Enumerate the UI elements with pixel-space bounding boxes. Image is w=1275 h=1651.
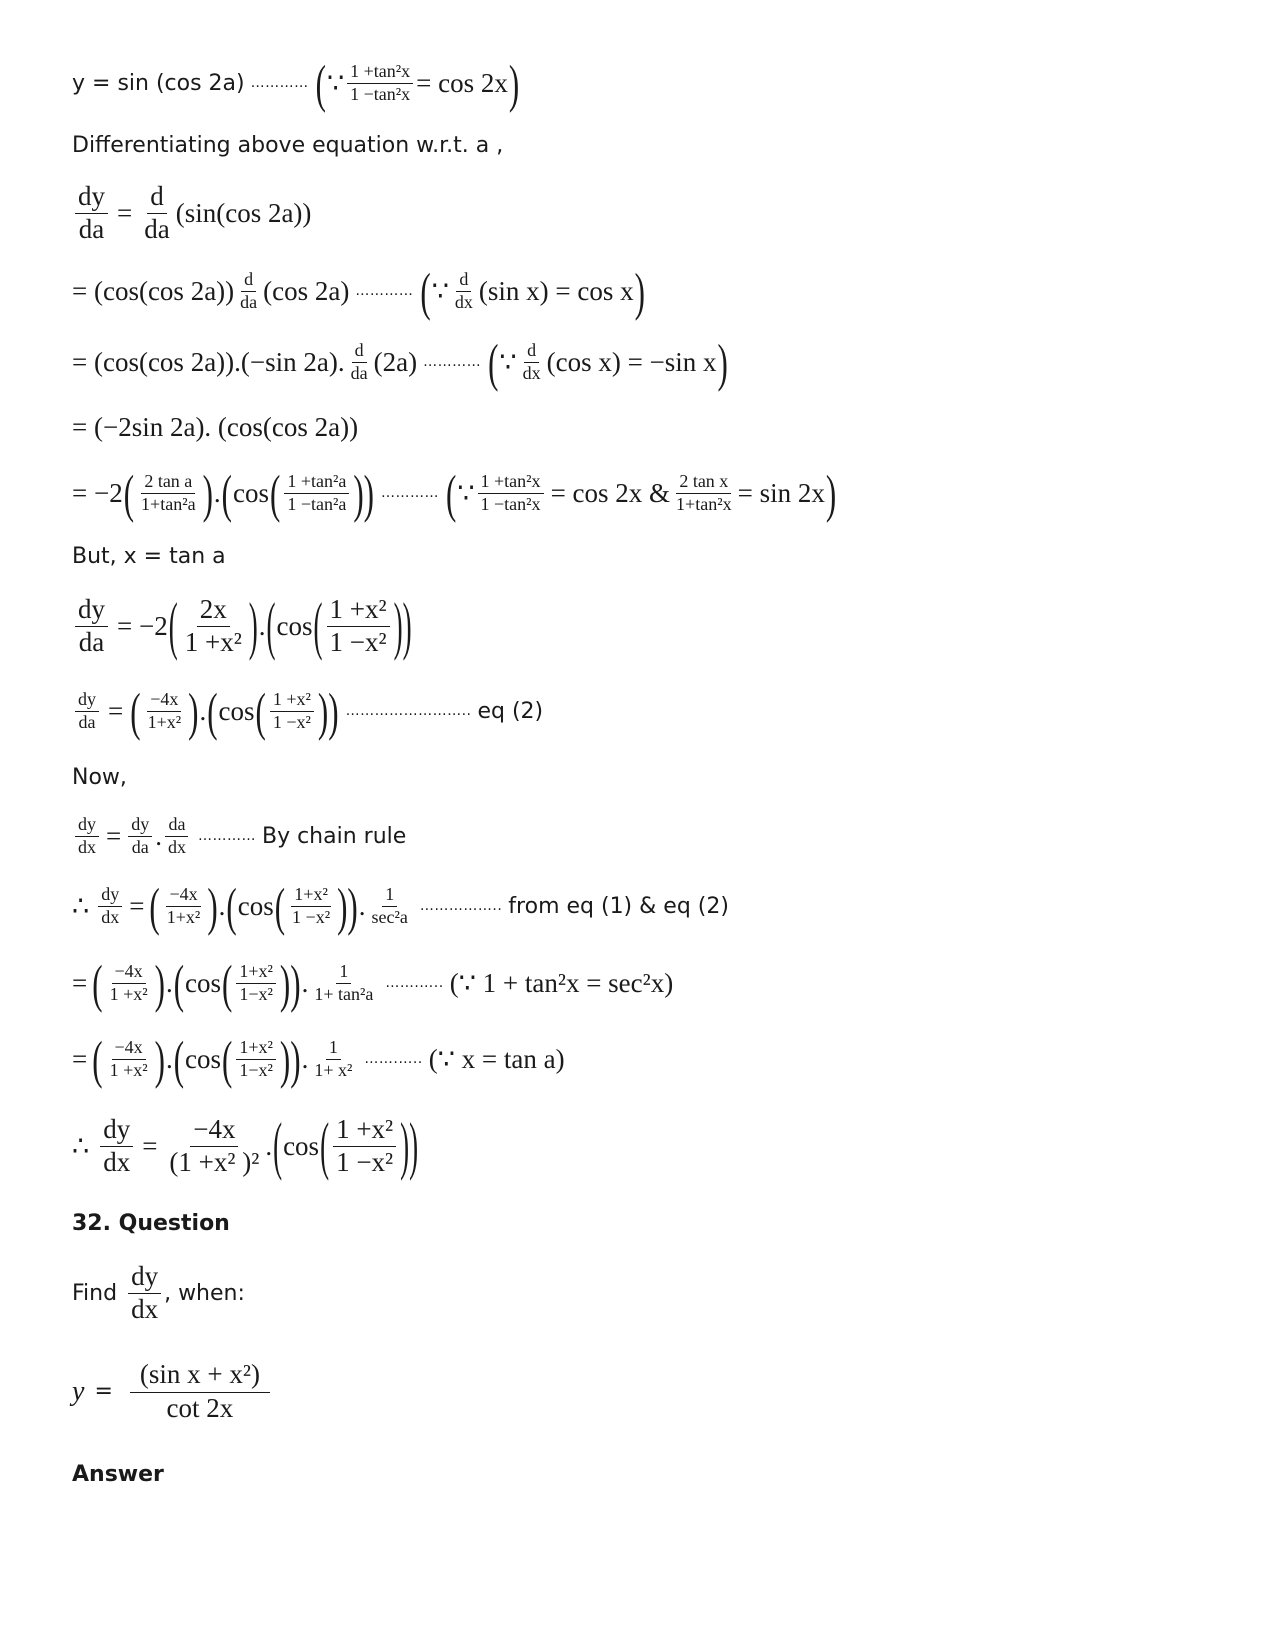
eq-line-3: $\frac{dy}{da}$ = $\frac{d}{da}$ (sin(cos 2a)) <box>72 182 311 244</box>
eq-line-5: = (cos(cos 2a)).(−sin 2a). $\frac{d}{da}$ (2a) ………… ( ∵ $\frac{d}{dx}$ (cos x) = −sin x ) <box>72 332 728 393</box>
derivative-operator: $\frac{d}{da}$ <box>144 181 170 244</box>
rhs: = cos 2x <box>416 67 508 98</box>
eq-line-2 <box>72 133 503 158</box>
eq-line-12: $\frac{dy}{dx}$ = $\frac{dy}{da}$ . $\frac{da}{dx}$ ………… By chain rule <box>72 815 406 858</box>
eq-text: y = sin (cos 2a) <box>72 70 245 96</box>
eq-line-15: = ( $\frac{-4x}{\text{1 +x²}}$ ) . ( cos ( $\frac{\text{1+x²}}{\text{1−x²}}$ )) . $\frac{1}{\text{1+ x²}}$ …….….. (∵ x = tan a) <box>72 1029 565 1090</box>
question-prompt: Find $\frac{dy}{dx}$ , when: <box>72 1261 245 1324</box>
derivative-lhs: $\frac{dy}{da}$ <box>75 182 108 244</box>
eq-line-7: = −2 ( $\frac{\text{2 tan a}}{\text{1+tan²a}}$ ) . ( cos ( $\frac{\text{1 +tan²a}}{\text{1 −tan²a}}$ )) ………… ( ∵ $\frac{\text{1 +tan²x}}{\text{1 −tan²x}}$ = cos 2x & $\frac{\text{2 tan x}}{\text{1+tan²x}}$ = sin 2x ) <box>72 463 837 524</box>
eq-line-1: y = sin (cos 2a) ………… ( ∵ $\frac{\text{1 +tan²x}}{\text{1 −tan²x}}$ = cos 2x ) <box>72 53 520 114</box>
eq-line-14: = ( $\frac{-4x}{\text{1 +x²}}$ ) . ( cos ( $\frac{\text{1+x²}}{\text{1−x²}}$ )) . $\frac{1}{\text{1+ tan²a}}$ …….….. (∵ 1 + tan²x = sec²x) <box>72 953 674 1014</box>
eq-line-8: But, x = tan a <box>72 544 226 569</box>
eq-line-13: ∴ $\frac{dy}{dx}$ = ( $\frac{-4x}{\text{1+x²}}$ ) . ( cos ( $\frac{\text{1+x²}}{\text{1 −x²}}$ )) . $\frac{1}{\text{sec²a}}$ …………….. from eq (1) & eq (2) <box>72 876 729 937</box>
fraction: $\frac{\text{1 +tan²x}}{\text{1 −tan²x}}$ <box>347 62 413 105</box>
because-symbol: ∵ <box>326 67 345 98</box>
leader-dots: ………… <box>250 75 309 92</box>
derivative-operator: $\frac{d}{da}$ <box>350 340 368 383</box>
answer-heading: Answer <box>72 1462 164 1487</box>
derivative-dydx: $\frac{dy}{dx}$ <box>128 1262 161 1324</box>
equation-reference: eq (2) <box>477 698 544 724</box>
eq-line-6: = (−2sin 2a). (cos(cos 2a)) <box>72 412 359 442</box>
eq-line-9: $\frac{dy}{da}$ = −2 ( $\frac{2x}{\text{1 +x²}}$ ) . ( cos ( $\frac{\text{1 +x²}}{\text{1 −x²}}$ )) <box>72 595 413 657</box>
question-function: y = $\frac{\text{(sin x + x²)}}{\cot 2x}$ <box>72 1360 273 1423</box>
statement: Differentiating above equation w.r.t. a , <box>72 133 504 158</box>
derivative-operator: $\frac{d}{da}$ <box>240 269 258 312</box>
question-heading: 32. Question <box>72 1211 230 1236</box>
eq-line-4: = (cos(cos 2a)) $\frac{d}{da}$ (cos 2a) ………… ( ∵ $\frac{d}{dx}$ (sin x) = cos x ) <box>72 261 645 322</box>
eq-line-16: ∴ $\frac{dy}{dx}$ = $\frac{-4x}{\text{(1 +x² )²}}$ . ( cos ( $\frac{\text{1 +x²}}{\text{1 −x²}}$ )) <box>72 1108 419 1181</box>
function-fraction: $\frac{\text{(sin x + x²)}}{\cot 2x}$ <box>130 1360 270 1423</box>
eq-line-10: $\frac{dy}{da}$ = ( $\frac{-4x}{\text{1+x²}}$ ) . ( cos ( $\frac{\text{1 +x²}}{\text{1 −x²}}$ )) …………………….. eq (2) <box>72 690 543 733</box>
eq-line-11: Now, <box>72 765 127 790</box>
